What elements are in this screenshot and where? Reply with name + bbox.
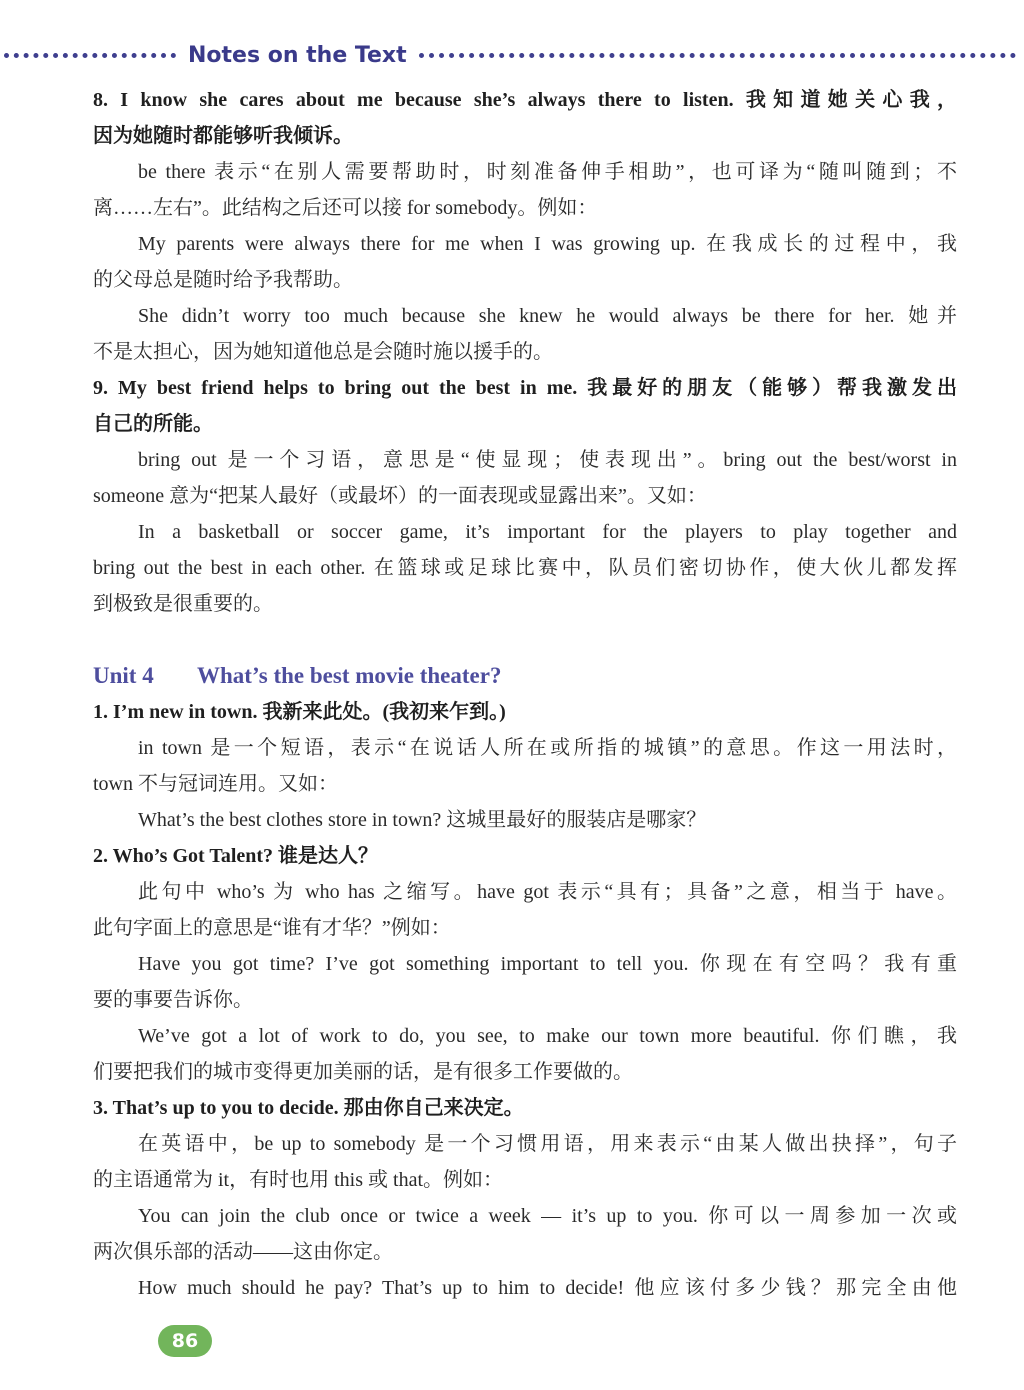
unit-heading — [93, 658, 957, 694]
note-text-line: Have you got time? I’ve got something important to tell you. 你现在有空吗？我有重 — [138, 953, 957, 975]
unit-number: Unit 4 — [93, 663, 154, 688]
note-text-line: How much should he pay? That’s up to him to decide! 他应该付多少钱？那完全由他 — [138, 1277, 957, 1299]
note-heading-line: 8. I know she cares about me because she’s always there to listen. 我知道她关心我， — [93, 89, 957, 111]
note-heading-line: 1. I’m new in town. 我新来此处。(我初来乍到。) — [93, 701, 506, 723]
header-dots-left — [4, 53, 176, 58]
note-text-line: 在英语中，be up to somebody 是一个习惯用语，用来表示“由某人做出抉择”，句子 — [138, 1133, 957, 1155]
note-heading-line: 因为她随时都能够听我倾诉。 — [93, 125, 353, 147]
note-text-line: 的父母总是随时给予我帮助。 — [93, 269, 353, 291]
notes-unit-4-block — [93, 694, 957, 1306]
note-text-line: bring out the best in each other. 在篮球或足球比赛中，队员们密切协作，使大伙儿都发挥 — [93, 557, 957, 579]
note-heading-line: 9. My best friend helps to bring out the best in me. 我最好的朋友（能够）帮我激发出 — [93, 377, 957, 399]
note-text-line: 不是太担心，因为她知道他总是会随时施以援手的。 — [93, 341, 553, 363]
note-text-line: bring out 是一个习语，意思是“使显现；使表现出”。bring out the best/worst in — [138, 449, 957, 471]
section-spacer — [93, 622, 957, 658]
notes-unit-3-block — [93, 82, 957, 622]
note-text-line: 到极致是很重要的。 — [93, 593, 273, 615]
note-text-line: town 不与冠词连用。又如： — [93, 773, 338, 795]
note-text-line: My parents were always there for me when I was growing up. 在我成长的过程中，我 — [138, 233, 957, 255]
note-heading-line: 3. That’s up to you to decide. 那由你自己来决定。 — [93, 1097, 524, 1119]
note-text-line: She didn’t worry too much because she knew he would always be there for her. 她并 — [138, 305, 957, 327]
note-text-line: You can join the club once or twice a week — it’s up to you. 你可以一周参加一次或 — [138, 1205, 957, 1227]
note-text-line: 两次俱乐部的活动——这由你定。 — [93, 1241, 393, 1263]
section-header — [0, 38, 1024, 72]
page-content — [93, 82, 957, 1306]
note-text-line: In a basketball or soccer game, it’s important for the players to play together and — [138, 521, 957, 543]
note-text-line: We’ve got a lot of work to do, you see, to make our town more beautiful. 你们瞧，我 — [138, 1025, 957, 1047]
header-title: Notes on the Text — [188, 42, 407, 68]
note-text-line: be there 表示“在别人需要帮助时，时刻准备伸手相助”，也可译为“随叫随到；不 — [138, 161, 957, 183]
note-heading-line: 自己的所能。 — [93, 413, 213, 435]
page-number-badge — [158, 1325, 212, 1357]
note-text-line: 要的事要告诉你。 — [93, 989, 253, 1011]
note-heading-line: 2. Who’s Got Talent? 谁是达人？ — [93, 845, 379, 867]
unit-title: What’s the best movie theater? — [197, 663, 502, 688]
note-text-line: 离……左右”。此结构之后还可以接 for somebody。例如： — [93, 197, 598, 219]
page-number: 86 — [171, 1330, 199, 1352]
note-text-line: in town 是一个短语，表示“在说话人所在或所指的城镇”的意思。作这一用法时， — [138, 737, 957, 759]
note-text-line: 们要把我们的城市变得更加美丽的话，是有很多工作要做的。 — [93, 1061, 633, 1083]
note-text-line: 的主语通常为 it，有时也用 this 或 that。例如： — [93, 1169, 503, 1191]
note-text-line: someone 意为“把某人最好（或最坏）的一面表现或显露出来”。又如： — [93, 485, 707, 507]
note-text-line: 此句字面上的意思是“谁有才华？”例如： — [93, 917, 451, 939]
note-text-line: 此句中 who’s 为 who has 之缩写。have got 表示“具有；具备”之意，相当于 have。 — [138, 881, 957, 903]
note-text-line: What’s the best clothes store in town? 这城里最好的服装店是哪家？ — [138, 809, 707, 831]
header-dots-right — [419, 53, 1016, 58]
